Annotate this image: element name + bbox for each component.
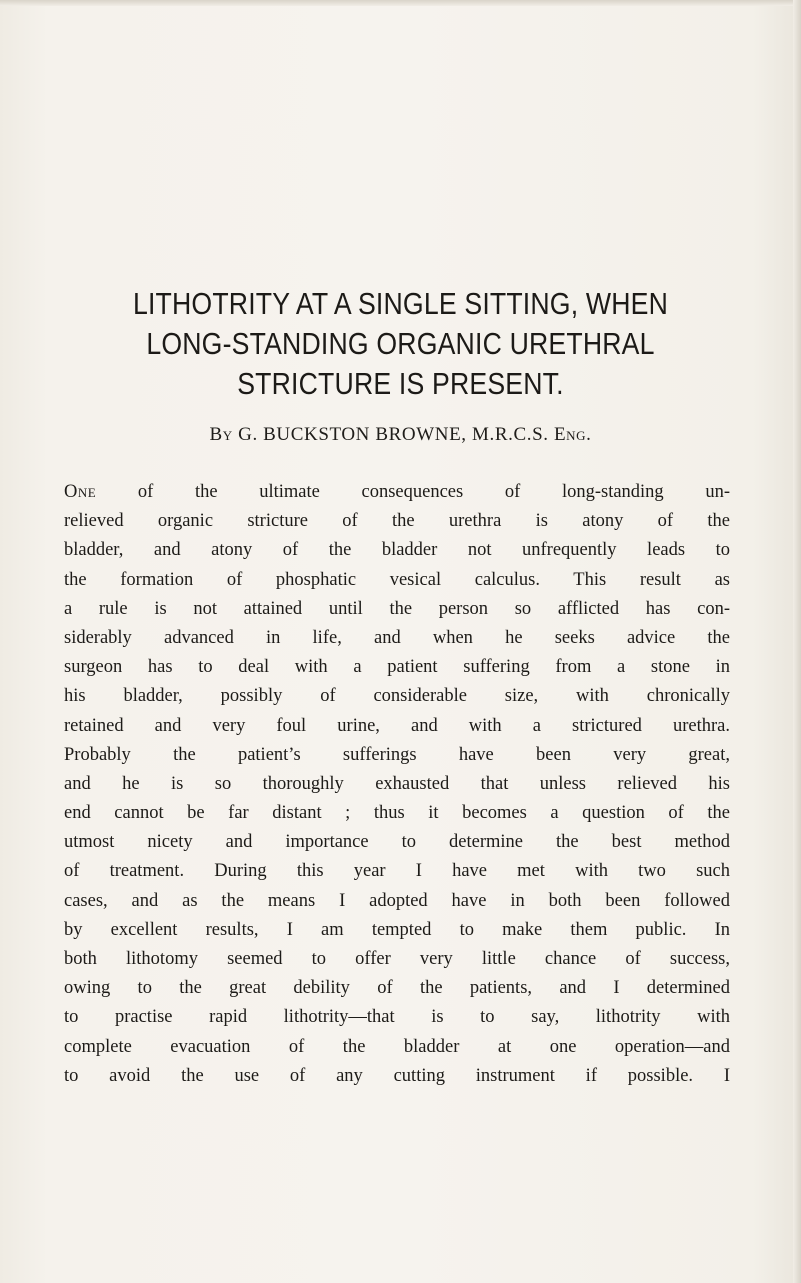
body-line: siderably advanced in life, and when he seeks advice the	[64, 627, 730, 648]
lead-word: One	[64, 482, 97, 502]
body-line: relieved organic stricture of the urethra is atony of the	[64, 511, 730, 532]
article-body	[64, 478, 730, 1091]
body-line: complete evacuation of the bladder at one operation—and	[64, 1036, 730, 1057]
body-line: and he is so thoroughly exhausted that unless relieved his	[64, 773, 730, 794]
body-line: the formation of phosphatic vesical calculus. This result as	[64, 569, 730, 590]
byline-author: G. BUCKSTON BROWNE, M.R.C.S.	[238, 424, 549, 445]
title-line-1: LITHOTRITY AT A SINGLE SITTING, WHEN	[132, 286, 669, 321]
body-line: end cannot be far distant ; thus it becomes a question of the	[64, 803, 730, 824]
body-line: One of the ultimate consequences of long-standing un-	[64, 482, 731, 502]
page-top-edge	[0, 0, 801, 6]
body-line: to practise rapid lithotrity—that is to say, lithotrity with	[64, 1007, 730, 1028]
article-title	[90, 284, 710, 404]
body-line: Probably the patient’s sufferings have been very great,	[64, 744, 730, 765]
body-line: retained and very foul urine, and with a strictured urethra.	[64, 715, 730, 736]
body-line: both lithotomy seemed to offer very little chance of success,	[64, 949, 730, 969]
body-line: by excellent results, I am tempted to make them public. In	[64, 919, 730, 940]
page-right-edge	[793, 0, 801, 1283]
body-line: cases, and as the means I adopted have in both been followed	[64, 890, 730, 911]
body-line: owing to the great debility of the patients, and I determined	[64, 978, 730, 999]
body-line: utmost nicety and importance to determine the best method	[64, 832, 730, 853]
body-line: surgeon has to deal with a patient suffering from a stone in	[64, 657, 730, 678]
title-line-2: LONG-STANDING ORGANIC URETHRAL	[146, 326, 655, 361]
title-line-3: STRICTURE IS PRESENT.	[237, 366, 564, 401]
byline-suffix: Eng.	[553, 424, 592, 445]
body-line: a rule is not attained until the person so afflicted has con-	[64, 598, 730, 619]
body-line: of treatment. During this year I have met with two such	[64, 861, 730, 882]
byline	[40, 424, 761, 446]
byline-prefix: By	[209, 424, 233, 445]
body-line: bladder, and atony of the bladder not unfrequently leads to	[64, 540, 730, 561]
body-line: his bladder, possibly of considerable size, with chronically	[64, 686, 730, 707]
body-line-last: to avoid the use of any cutting instrument if possible. I	[64, 1065, 730, 1086]
